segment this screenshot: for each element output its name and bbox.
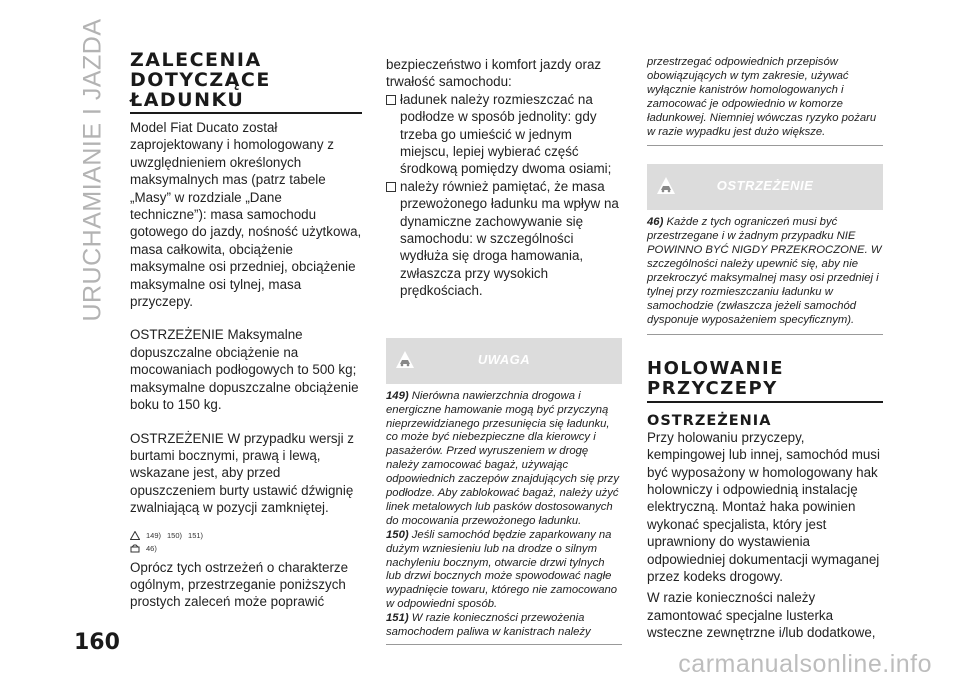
heading-line-2: PRZYCZEPY — [647, 377, 778, 399]
caution-note-number: 151) — [386, 612, 409, 625]
caution-note-number: 149) — [386, 389, 409, 402]
note-reference-icon — [130, 531, 140, 540]
page-number: 160 — [74, 630, 120, 655]
warning-box-header — [647, 164, 883, 210]
load-dynamics-text: należy również pamiętać, że masa przewożonego ładunku ma wpływ na dynamiczne zachowywanie się samochodu: w szczególności wydłuża się droga hamowania, zwłaszcza przy wysokich prędkościach. — [400, 178, 619, 299]
note-reference-151[interactable]: 151) — [188, 530, 204, 540]
heading-line-1: ZALECENIA — [130, 49, 262, 71]
cargo-recommendations-heading — [130, 50, 362, 114]
safety-comfort-paragraph: bezpieczeństwo i komfort jazdy oraz trwałość samochodu: — [386, 57, 602, 90]
warning-note-text: Każde z tych ograniczeń musi być przestrzegane i w żadnym przypadku NIE POWINNO BYĆ NIGDY PRZEKROCZONE. W szczególności należy upewnić się, aby nie przekroczyć maksymalnej masy osi przedniej i tylnej przy rozmieszczaniu ładunku w samochodzie (zwłaszcza jeżeli samochód dysponuje wyposażeniem specyficznym). — [647, 216, 882, 326]
warning-references-row — [130, 544, 362, 553]
column-3 — [647, 56, 883, 642]
section-side-tab — [78, 18, 108, 322]
warning-note-number: 46) — [647, 216, 664, 229]
watermark: carmanualsonline.info — [678, 650, 932, 678]
heading-line-3: ŁADUNKU — [130, 89, 245, 111]
caution-box-body — [386, 390, 622, 645]
floor-load-warning-paragraph: OSTRZEŻENIE Maksymalne dopuszczalne obciążenie na mocowaniach podłogowych to 500 kg; maksymalne dopuszczalne obciążenie boku to 150 kg. — [130, 327, 359, 413]
bullet-square-icon — [386, 182, 396, 192]
list-item — [386, 91, 622, 178]
warning-reference-46[interactable]: 46) — [146, 543, 157, 553]
caution-note-text: W razie konieczności przewożenia samochodem paliwa w kanistrach należy — [386, 612, 591, 639]
caution-note-149 — [386, 390, 622, 529]
warning-box-title: OSTRZEŻENIE — [716, 178, 814, 194]
towing-requirements-paragraph: Przy holowaniu przyczepy, kempingowej lub innej, samochód musi być wyposażony w homologowany hak holowniczy i odpowiednią instalację elektryczną. Montaż haka powinien wykonać specjalista, który jest uprawniony do wystawienia odpowiedniej dokumentacji wymaganej przez kodeks drogowy. — [647, 429, 880, 584]
caution-note-text: Nierówna nawierzchnia drogowa i energiczne hamowanie mogą być przyczyną nieprzewidzianego przesunięcia się ładunku, co może być niebezpieczne dla kierowcy i pasażerów. Przed wyruszeniem w drogę należy zamocować bagaż, używając odpowiednich zaczepów znajdujących się przy podłodze. Aby zablokować bagaż, należy użyć linek metalowych lub pasków dostosowanych do mocowania przewożonego ładunku. — [386, 389, 619, 527]
note-reference-149[interactable]: 149) — [146, 530, 162, 540]
trailer-towing-heading — [647, 359, 883, 403]
caution-note-number: 150) — [386, 528, 409, 541]
column-2 — [386, 56, 622, 645]
caution-note-text: Jeśli samochód będzie zaparkowany na dużym wzniesieniu lub na drodze o silnym nachyleniu bocznym, otwarcie drzwi tylnych lub drzwi bocznych może spowodować nagłe wypadnięcie towaru, którego nie zamocowano w odpowiedni sposób. — [386, 528, 618, 611]
mirrors-paragraph: W razie konieczności należy zamontować specjalne lusterka wsteczne zewnętrzne i/lub dodatkowe, — [647, 590, 876, 641]
caution-box-header — [386, 338, 622, 384]
cargo-intro-paragraph: Model Fiat Ducato został zaprojektowany i homologowany z uwzględnieniem określonych maksymalnych mas (patrz tabele „Masy” w rozdziale „Dane techniczne”): masa samochodu gotowego do jazdy, nośność użytkowa, masa całkowita, obciążenie maksymalne osi przedniej, obciążenie maksymalne osi tylnej, masa przyczepy. — [130, 120, 362, 310]
column-1 — [130, 50, 362, 627]
warnings-subheading: OSTRZEŻENIA — [647, 412, 772, 429]
caution-box-title: UWAGA — [477, 351, 531, 367]
caution-note-150 — [386, 529, 622, 612]
list-item — [386, 178, 622, 300]
load-distribution-text: ładunek należy rozmieszczać na podłodze w sposób jednolity: gdy trzeba go umieścić w jednym miejscu, lepiej wybierać część środkową pomiędzy dwoma osiami; — [400, 91, 612, 177]
caution-continuation: przestrzegać odpowiednich przepisów obowiązujących w tym zakresie, używać wyłącznie kanistrów homologowanych i zamocować je odpowiednio w komorze ładunkowej. Niemniej wówczas ryzyko pożaru w razie wypadku jest dużo większe. — [647, 56, 883, 146]
warning-reference-icon — [130, 544, 140, 553]
heading-line-1: HOLOWANIE — [647, 357, 785, 379]
warning-box-body — [647, 216, 883, 334]
bullet-square-icon — [386, 95, 396, 105]
side-panel-warning-paragraph: OSTRZEŻENIE W przypadku wersji z burtami bocznymi, prawą i lewą, wskazane jest, aby przed opuszczeniem burty ustawić dźwignię zwalniającą w pozycji zamkniętej. — [130, 430, 354, 516]
general-recommendations-paragraph: Oprócz tych ostrzeżeń o charakterze ogólnym, przestrzeganie poniższych prostych zaleceń może poprawić — [130, 559, 349, 610]
heading-line-2: DOTYCZĄCE — [130, 69, 271, 91]
note-reference-150[interactable]: 150) — [167, 530, 183, 540]
caution-note-151 — [386, 612, 622, 645]
note-references-row — [130, 531, 362, 540]
section-side-tab-label: URUCHAMIANIE I JAZDA — [78, 18, 107, 322]
